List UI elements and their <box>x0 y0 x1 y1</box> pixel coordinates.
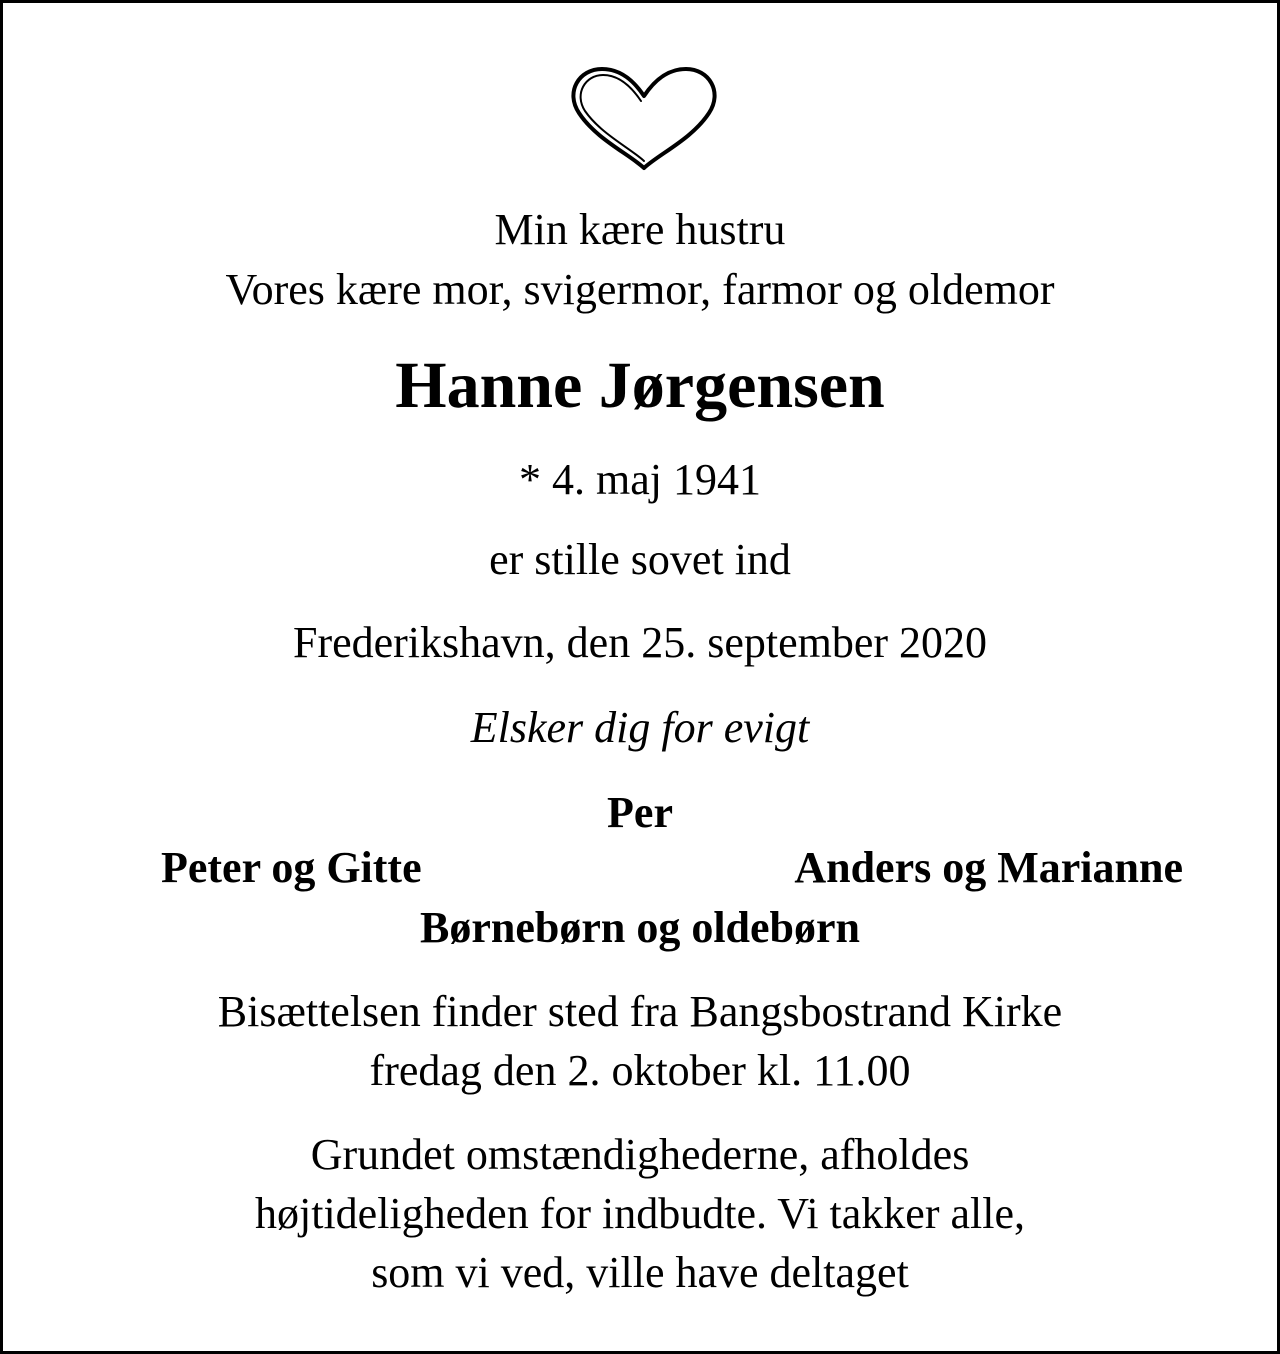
signature-spouse: Per <box>607 788 673 837</box>
intro-line-2: Vores kære mor, svigermor, farmor og oldemor <box>225 265 1055 314</box>
funeral-line-1: Bisættelsen finder sted fra Bangsbostrand Kirke <box>217 987 1063 1036</box>
passed-away-text: er stille sovet ind <box>489 535 791 584</box>
signature-right: Anders og Marianne <box>794 843 1183 892</box>
signature-grandchildren: Børnebørn og oldebørn <box>419 903 861 952</box>
note-line-2: højtideligheden for indbudte. Vi takker alle, <box>255 1189 1025 1238</box>
place-and-date: Frederikshavn, den 25. september 2020 <box>292 618 988 667</box>
funeral-line-2: fredag den 2. oktober kl. 11.00 <box>369 1046 911 1095</box>
birth-date: * 4. maj 1941 <box>519 455 761 504</box>
deceased-name: Hanne Jørgensen <box>395 349 885 422</box>
note-line-3: som vi ved, ville have deltaget <box>371 1248 909 1297</box>
farewell-text: Elsker dig for evigt <box>470 703 810 752</box>
intro-line-1: Min kære hustru <box>494 205 786 254</box>
note-line-1: Grundet omstændighederne, afholdes <box>310 1130 970 1179</box>
signature-left: Peter og Gitte <box>161 843 422 892</box>
heart-icon <box>571 65 717 173</box>
